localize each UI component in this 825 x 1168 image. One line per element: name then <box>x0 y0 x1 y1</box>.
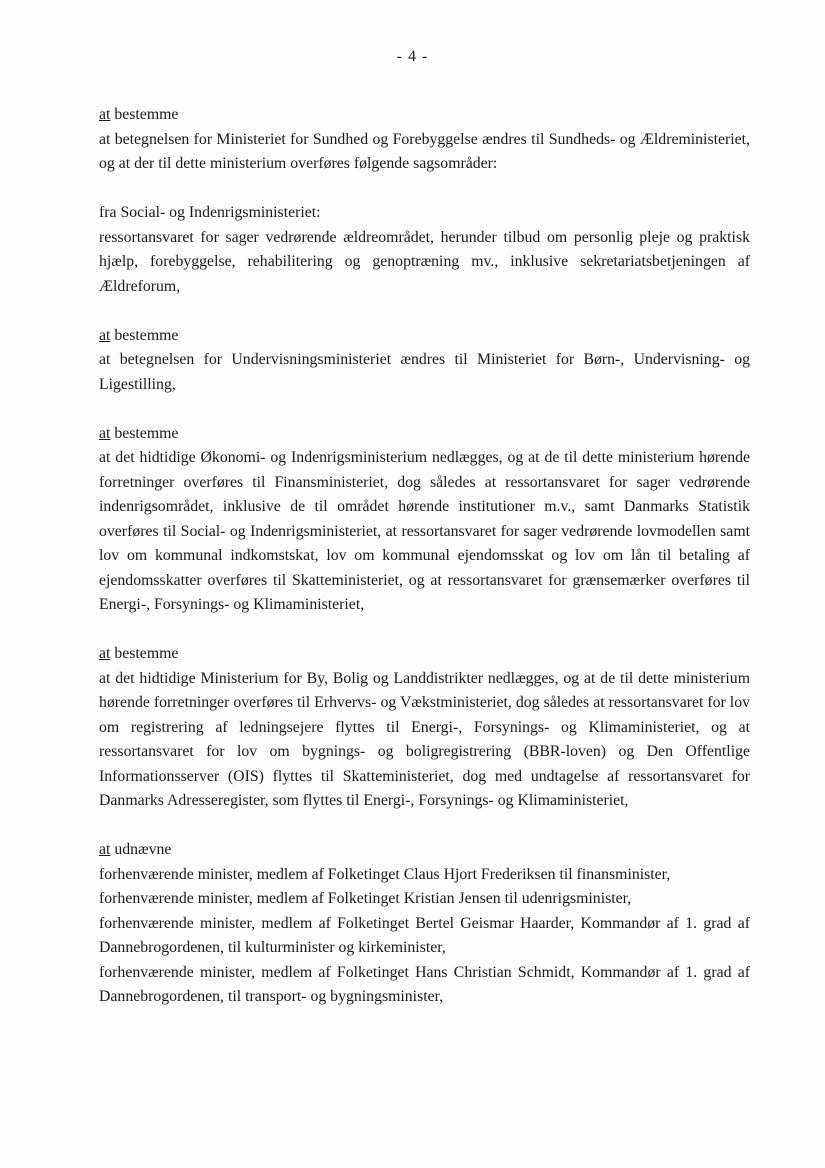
heading-underlined-word: at <box>99 326 111 344</box>
paragraph: at betegnelsen for Ministeriet for Sundhed og Forebyggelse ændres til Sundheds- og Ældreministeriet, og at der til dette ministerium overføres følgende sagsområder: <box>99 130 750 172</box>
section-6 <box>99 838 750 1010</box>
paragraph: ressortansvaret for sager vedrørende ældreområdet, herunder tilbud om personlig pleje og praktisk hjælp, forebyggelse, rehabilitering og genoptræning mv., inklusive sekretariatsbetjeningen af Ældreforum, <box>99 228 750 295</box>
page-number: - 4 - <box>396 48 429 65</box>
section-heading <box>99 103 750 128</box>
heading-underlined-word: at <box>99 645 111 662</box>
paragraph: at det hidtidige Ministerium for By, Bolig og Landdistrikter nedlægges, og at de til dette ministerium hørende forretninger overføres til Erhvervs- og Vækstministeriet, dog således at ressortansvaret for lov om registrering af ledningsejere flyttes til Energi-, Forsynings- og Klimaministeriet, og at ressortansvaret for lov om bygnings- og boligregistrering (BBR-loven) og Den Offentlige Informationsserver (OIS) flyttes til Skatteministeriet, dog med undtagelse af ressortansvaret for Danmarks Adresseregister, som flyttes til Energi-, Forsynings- og Klimaministeriet, <box>99 669 750 809</box>
section-5 <box>99 642 750 814</box>
heading-underlined-word: at <box>99 106 111 123</box>
section-4 <box>99 422 750 618</box>
section-3 <box>99 324 750 398</box>
section-heading <box>99 838 750 863</box>
section-2 <box>99 201 750 299</box>
heading-text: bestemme <box>110 106 179 123</box>
section-1 <box>99 103 750 177</box>
document-body <box>99 103 750 1034</box>
heading-text: fra Social- og Indenrigsministeriet: <box>99 204 321 221</box>
appointment-item: forhenværende minister, medlem af Folketinget Bertel Geismar Haarder, Kommandør af 1. grad af Dannebrogordenen, til kulturminister og kirkeminister, <box>99 914 750 956</box>
heading-underlined-word: at <box>99 841 111 858</box>
heading-text: bestemme <box>110 645 179 662</box>
section-heading <box>99 422 750 447</box>
heading-text: bestemme <box>110 424 179 442</box>
section-heading <box>99 642 750 667</box>
paragraph: at betegnelsen for Undervisningsministeriet ændres til Ministeriet for Børn-, Undervisning- og Ligestilling, <box>99 351 750 393</box>
appointment-item: forhenværende minister, medlem af Folketinget Claus Hjort Frederiksen til finansminister, <box>99 865 671 883</box>
heading-text: bestemme <box>110 326 179 344</box>
heading-underlined-word: at <box>99 424 111 442</box>
appointment-item: forhenværende minister, medlem af Folketinget Hans Christian Schmidt, Kommandør af 1. grad af Dannebrogordenen, til transport- og bygningsminister, <box>99 963 750 1005</box>
paragraph: at det hidtidige Økonomi- og Indenrigsministerium nedlægges, og at de til dette ministerium hørende forretninger overføres til Finansministeriet, dog således at ressortansvaret for sager vedrørende indenrigsområdet, inklusive de til området hørende institutioner m.v., samt Danmarks Statistik overføres til Social- og Indenrigsministeriet, at ressortansvaret for sager vedrørende lovmodellen samt lov om kommunal indkomstskat, lov om kommunal ejendomsskat og lov om lån til betaling af ejendomsskatter overføres til Skatteministeriet, og at ressortansvaret for grænsemærker overføres til Energi-, Forsynings- og Klimaministeriet, <box>99 449 750 613</box>
section-heading <box>99 324 750 349</box>
appointment-item: forhenværende minister, medlem af Folketinget Kristian Jensen til udenrigsminister, <box>99 890 632 907</box>
heading-text: udnævne <box>110 841 172 858</box>
section-heading <box>99 201 750 226</box>
